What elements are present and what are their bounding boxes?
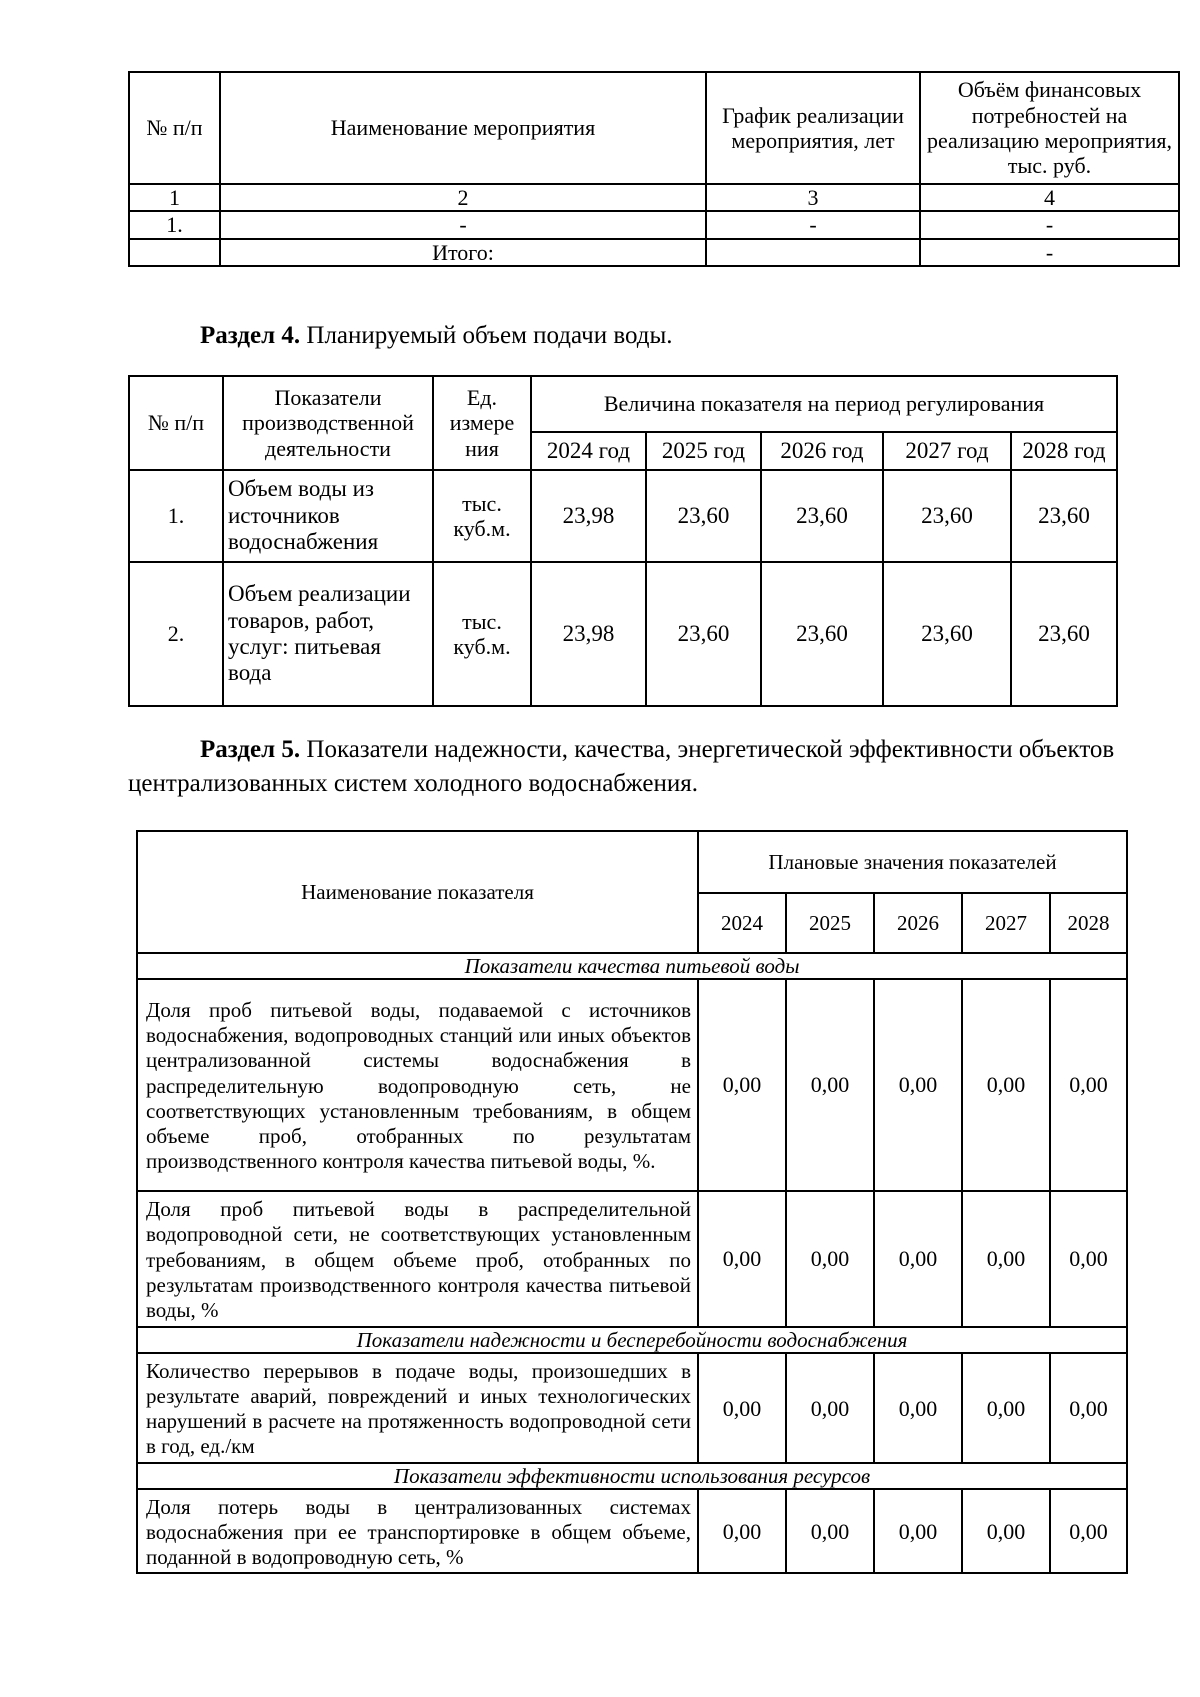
supply-row-value: 23,98 bbox=[531, 470, 646, 562]
supply-row-name: Объем воды из источников водоснабжения bbox=[223, 470, 433, 562]
indicator-name: Доля потерь воды в централизованных системах водоснабжения при ее транспортировке в общем объеме, поданной в водопроводную сеть, % bbox=[137, 1489, 698, 1573]
indicator-value: 0,00 bbox=[1050, 1489, 1127, 1573]
indicators-group-row bbox=[137, 1327, 1127, 1353]
measures-colnum-row bbox=[129, 184, 1179, 211]
indicator-value: 0,00 bbox=[698, 1353, 786, 1463]
indicators-year-header: 2024 bbox=[698, 893, 786, 953]
water-supply-table bbox=[128, 375, 1118, 707]
measures-total-num bbox=[129, 239, 220, 266]
measures-table bbox=[128, 71, 1180, 267]
indicators-year-header: 2028 bbox=[1050, 893, 1127, 953]
indicator-value: 0,00 bbox=[786, 1191, 874, 1327]
supply-header-period: Величина показателя на период регулирования bbox=[531, 376, 1117, 432]
indicator-value: 0,00 bbox=[962, 1191, 1050, 1327]
indicator-name: Доля проб питьевой воды, подаваемой с источников водоснабжения, водопроводных станций или иных объектов централизованной системы водоснабжения в распределительную водопроводную сеть, не соответствующих установленным требованиям, в общем объеме проб, отобранных по результатам производственного контроля качества питьевой воды, %. bbox=[137, 979, 698, 1191]
supply-row-num: 1. bbox=[129, 470, 223, 562]
supply-row-value: 23,60 bbox=[883, 562, 1011, 706]
table-row bbox=[129, 211, 1179, 238]
measures-cell-num: 1. bbox=[129, 211, 220, 238]
section-5-label: Раздел 5. bbox=[200, 736, 301, 763]
indicators-header-name: Наименование показателя bbox=[137, 831, 698, 953]
section-4-heading bbox=[200, 319, 673, 353]
indicator-value: 0,00 bbox=[698, 1489, 786, 1573]
measures-header-schedule: График реализации мероприятия, лет bbox=[706, 72, 920, 184]
measures-cell-finance: - bbox=[920, 211, 1179, 238]
supply-row-name: Объем реализации товаров, работ, услуг: питьевая вода bbox=[223, 562, 433, 706]
indicators-group-title: Показатели эффективности использования ресурсов bbox=[137, 1463, 1127, 1489]
section-5-heading bbox=[128, 733, 1182, 801]
supply-year-header: 2026 год bbox=[761, 432, 883, 470]
section-5-title: Показатели надежности, качества, энергетической эффективности объектов централизованных систем холодного водоснабжения. bbox=[128, 736, 1115, 797]
indicators-table bbox=[136, 830, 1128, 1574]
supply-year-header: 2027 год bbox=[883, 432, 1011, 470]
supply-header-indicator: Показатели производственной деятельности bbox=[223, 376, 433, 470]
measures-header-finance: Объём финансовых потребностей на реализацию мероприятия, тыс. руб. bbox=[920, 72, 1179, 184]
supply-row-value: 23,98 bbox=[531, 562, 646, 706]
supply-row-value: 23,60 bbox=[1011, 562, 1117, 706]
indicator-value: 0,00 bbox=[786, 979, 874, 1191]
indicator-value: 0,00 bbox=[874, 1489, 962, 1573]
supply-row-unit: тыс. куб.м. bbox=[433, 470, 531, 562]
indicators-group-row bbox=[137, 1463, 1127, 1489]
section-4-title: Планируемый объем подачи воды. bbox=[300, 322, 673, 349]
measures-total-schedule bbox=[706, 239, 920, 266]
table-row bbox=[129, 470, 1117, 562]
table-row bbox=[137, 1353, 1127, 1463]
supply-year-header: 2028 год bbox=[1011, 432, 1117, 470]
measures-header-num: № п/п bbox=[129, 72, 220, 184]
measures-header-name: Наименование мероприятия bbox=[220, 72, 706, 184]
supply-row-value: 23,60 bbox=[761, 562, 883, 706]
supply-row-value: 23,60 bbox=[646, 562, 761, 706]
indicator-value: 0,00 bbox=[1050, 979, 1127, 1191]
table-row bbox=[137, 1191, 1127, 1327]
measures-total-finance: - bbox=[920, 239, 1179, 266]
indicators-year-header: 2027 bbox=[962, 893, 1050, 953]
supply-row-value: 23,60 bbox=[1011, 470, 1117, 562]
supply-row-unit: тыс. куб.м. bbox=[433, 562, 531, 706]
indicators-group-title: Показатели надежности и бесперебойности водоснабжения bbox=[137, 1327, 1127, 1353]
indicators-year-header: 2026 bbox=[874, 893, 962, 953]
table-row bbox=[137, 1489, 1127, 1573]
supply-header-num: № п/п bbox=[129, 376, 223, 470]
indicator-value: 0,00 bbox=[962, 979, 1050, 1191]
supply-year-header: 2024 год bbox=[531, 432, 646, 470]
indicator-value: 0,00 bbox=[786, 1489, 874, 1573]
indicator-name: Количество перерывов в подаче воды, произошедших в результате аварий, повреждений и иных технологических нарушений в расчете на протяженность водопроводной сети в год, ед./км bbox=[137, 1353, 698, 1463]
section-4-label: Раздел 4. bbox=[200, 322, 301, 349]
measures-colnum: 4 bbox=[920, 184, 1179, 211]
measures-total-label: Итого: bbox=[220, 239, 706, 266]
indicator-value: 0,00 bbox=[874, 979, 962, 1191]
measures-header-row bbox=[129, 72, 1179, 184]
measures-colnum: 2 bbox=[220, 184, 706, 211]
indicator-value: 0,00 bbox=[962, 1353, 1050, 1463]
indicator-name: Доля проб питьевой воды в распределительной водопроводной сети, не соответствующих установленным требованиям, в общем объеме проб, отобранных по результатам производственного контроля качества питьевой воды, % bbox=[137, 1191, 698, 1327]
indicators-header-row bbox=[137, 831, 1127, 893]
indicator-value: 0,00 bbox=[874, 1353, 962, 1463]
indicator-value: 0,00 bbox=[786, 1353, 874, 1463]
supply-header-row bbox=[129, 376, 1117, 432]
indicator-value: 0,00 bbox=[698, 979, 786, 1191]
table-row bbox=[137, 979, 1127, 1191]
indicator-value: 0,00 bbox=[698, 1191, 786, 1327]
table-row bbox=[129, 562, 1117, 706]
supply-year-header: 2025 год bbox=[646, 432, 761, 470]
supply-header-unit: Ед. измере ния bbox=[433, 376, 531, 470]
indicators-year-header: 2025 bbox=[786, 893, 874, 953]
indicator-value: 0,00 bbox=[1050, 1191, 1127, 1327]
supply-row-value: 23,60 bbox=[883, 470, 1011, 562]
measures-cell-schedule: - bbox=[706, 211, 920, 238]
indicators-group-title: Показатели качества питьевой воды bbox=[137, 953, 1127, 979]
supply-row-value: 23,60 bbox=[761, 470, 883, 562]
indicators-group-row bbox=[137, 953, 1127, 979]
indicator-value: 0,00 bbox=[874, 1191, 962, 1327]
indicator-value: 0,00 bbox=[962, 1489, 1050, 1573]
supply-row-value: 23,60 bbox=[646, 470, 761, 562]
measures-colnum: 1 bbox=[129, 184, 220, 211]
indicators-header-plan: Плановые значения показателей bbox=[698, 831, 1127, 893]
measures-cell-name: - bbox=[220, 211, 706, 238]
supply-row-num: 2. bbox=[129, 562, 223, 706]
indicator-value: 0,00 bbox=[1050, 1353, 1127, 1463]
measures-colnum: 3 bbox=[706, 184, 920, 211]
measures-total-row bbox=[129, 239, 1179, 266]
